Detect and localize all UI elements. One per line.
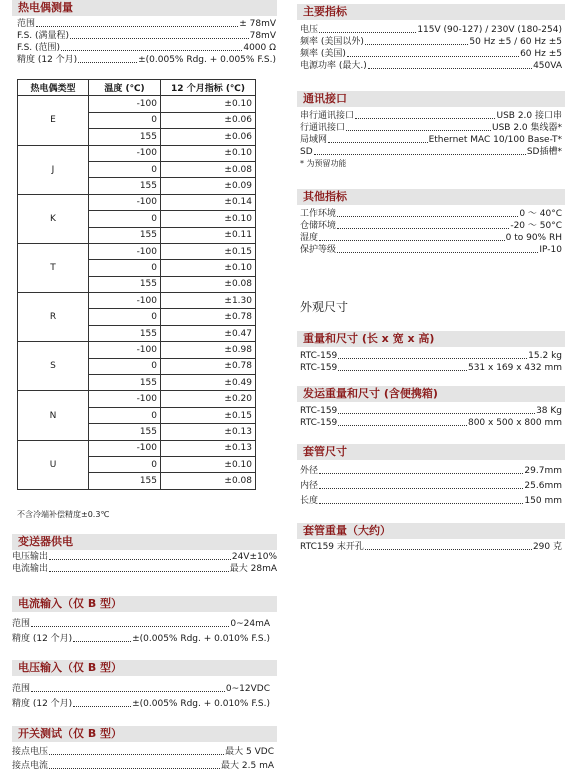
accuracy-cell: ±0.15 [161, 243, 256, 259]
current-input-specs [12, 615, 270, 645]
accuracy-cell: ±0.15 [161, 407, 256, 423]
accuracy-cell: ±0.78 [161, 309, 256, 325]
temperature-cell: -100 [89, 145, 161, 161]
spec-row: 内径 25.6mm [300, 481, 562, 491]
spec-row: 电源功率 (最大.) 450VA [300, 61, 562, 71]
temperature-cell: 0 [89, 407, 161, 423]
weight-size-specs [300, 350, 562, 374]
spec-row: 仓储环境 -20 ～ 50°C [300, 221, 562, 231]
table-row [18, 391, 256, 407]
temperature-cell: 0 [89, 211, 161, 227]
temperature-cell: 155 [89, 325, 161, 341]
other-specs-heading: 其他指标 [297, 189, 565, 205]
accuracy-cell: ±0.10 [161, 145, 256, 161]
temperature-cell: 0 [89, 161, 161, 177]
spec-row: F.S. (满量程) 78mV [17, 31, 276, 41]
spec-row: 局域网 Ethernet MAC 10/100 Base-T* [300, 135, 562, 145]
temperature-cell: -100 [89, 96, 161, 112]
col-header: 12 个月指标 (℃) [161, 80, 256, 96]
comm-specs [300, 110, 562, 170]
spec-row: 接点电流 最大 2.5 mA [12, 761, 274, 771]
thermocouple-table [17, 79, 256, 490]
table-row [18, 293, 256, 309]
accuracy-cell: ±0.11 [161, 227, 256, 243]
spec-row: 外径 29.7mm [300, 466, 562, 476]
switch-test-heading: 开关测试（仅 B 型） [12, 726, 277, 742]
main-specs [300, 24, 562, 72]
spec-row: 频率 (美国) 60 Hz ±5 [300, 49, 562, 59]
table-row [18, 342, 256, 358]
main-specs-heading: 主要指标 [297, 4, 565, 20]
temperature-cell: -100 [89, 440, 161, 456]
accuracy-cell: ±0.49 [161, 375, 256, 391]
weight-size-heading: 重量和尺寸 (长 x 宽 x 高) [297, 331, 565, 347]
temperature-cell: 155 [89, 276, 161, 292]
spec-row: 精度 (12 个月) ±(0.005% Rdg. + 0.005% F.S.) [17, 55, 276, 65]
spec-row: 电压 115V (90-127) / 230V (180-254) [300, 25, 562, 35]
other-specs [300, 208, 562, 256]
table-row [18, 145, 256, 161]
temperature-cell: -100 [89, 342, 161, 358]
accuracy-cell: ±0.08 [161, 276, 256, 292]
accuracy-cell: ±0.14 [161, 194, 256, 210]
thermocouple-specs [17, 18, 276, 66]
spec-row: 范围 ± 78mV [17, 19, 276, 29]
spec-row: RTC-159 15.2 kg [300, 351, 562, 361]
sleeve-size-heading: 套管尺寸 [297, 444, 565, 460]
transmitter-heading: 变送器供电 [12, 534, 277, 550]
spec-row: 频率 (美国以外) 50 Hz ±5 / 60 Hz ±5 [300, 37, 562, 47]
accuracy-cell: ±0.10 [161, 456, 256, 472]
accuracy-cell: ±0.78 [161, 358, 256, 374]
accuracy-cell: ±0.10 [161, 211, 256, 227]
temperature-cell: -100 [89, 391, 161, 407]
thermocouple-type-cell: E [18, 96, 89, 145]
spec-row: 湿度 0 to 90% RH [300, 233, 562, 243]
spec-row: 接点电压 最大 5 VDC [12, 747, 274, 757]
table-row [18, 440, 256, 456]
accuracy-cell: ±0.06 [161, 112, 256, 128]
accuracy-cell: ±1.30 [161, 293, 256, 309]
col-header: 温度 (℃) [89, 80, 161, 96]
comm-heading: 通讯接口 [297, 91, 565, 107]
voltage-input-specs [12, 680, 270, 710]
thermocouple-heading: 热电偶测量 [12, 0, 277, 16]
spec-row: RTC-159 38 Kg [300, 406, 562, 416]
spec-row: SD SD插槽* [300, 147, 562, 157]
temperature-cell: -100 [89, 194, 161, 210]
spec-row: 电压输出 24V±10% [12, 552, 277, 562]
cold-junction-note: 不含冷端补偿精度±0.3℃ [17, 510, 110, 519]
transmitter-specs [12, 551, 277, 575]
spec-row: RTC159 末开孔 290 克 [300, 542, 562, 552]
accuracy-cell: ±0.98 [161, 342, 256, 358]
spec-row: 保护等级 IP-10 [300, 245, 562, 255]
voltage-input-heading: 电压输入（仅 B 型） [12, 660, 277, 676]
accuracy-cell: ±0.13 [161, 440, 256, 456]
temperature-cell: -100 [89, 293, 161, 309]
spec-row: RTC-159 800 x 500 x 800 mm [300, 418, 562, 428]
spec-row: 电流输出 最大 28mA [12, 564, 277, 574]
thermocouple-type-cell: R [18, 293, 89, 342]
switch-test-specs [12, 744, 274, 772]
spec-row: 工作环境 0 ～ 40°C [300, 209, 562, 219]
thermocouple-type-cell: N [18, 391, 89, 440]
spec-row: 长度 150 mm [300, 496, 562, 506]
accuracy-cell: ±0.09 [161, 178, 256, 194]
thermocouple-table-body [18, 96, 256, 489]
table-row [18, 96, 256, 112]
table-row [18, 194, 256, 210]
current-input-heading: 电流输入（仅 B 型） [12, 596, 277, 612]
temperature-cell: 155 [89, 129, 161, 145]
accuracy-cell: ±0.10 [161, 260, 256, 276]
temperature-cell: 0 [89, 260, 161, 276]
temperature-cell: 155 [89, 424, 161, 440]
sleeve-weight-heading: 套管重量（大约） [297, 523, 565, 539]
dimensions-heading: 外观尺寸 [300, 300, 349, 314]
spec-row: 精度 (12 个月) ±(0.005% Rdg. + 0.010% F.S.) [12, 634, 270, 644]
spec-row: 范围 0~24mA [12, 619, 270, 629]
spec-row: F.S. (范围) 4000 Ω [17, 43, 276, 53]
col-header: 热电偶类型 [18, 80, 89, 96]
temperature-cell: 0 [89, 309, 161, 325]
temperature-cell: 155 [89, 178, 161, 194]
thermocouple-type-cell: K [18, 194, 89, 243]
temperature-cell: 155 [89, 473, 161, 489]
reserved-note: * 为预留功能 [300, 159, 347, 168]
accuracy-cell: ±0.47 [161, 325, 256, 341]
spec-row: 精度 (12 个月) ±(0.005% Rdg. + 0.010% F.S.) [12, 699, 270, 709]
shipping-specs [300, 405, 562, 429]
accuracy-cell: ±0.08 [161, 161, 256, 177]
temperature-cell: -100 [89, 243, 161, 259]
accuracy-cell: ±0.08 [161, 473, 256, 489]
temperature-cell: 0 [89, 456, 161, 472]
accuracy-cell: ±0.13 [161, 424, 256, 440]
thermocouple-type-cell: T [18, 243, 89, 292]
spec-row: RTC-159 531 x 169 x 432 mm [300, 363, 562, 373]
spec-row: 范围 0~12VDC [12, 684, 270, 694]
temperature-cell: 155 [89, 227, 161, 243]
thermocouple-type-cell: J [18, 145, 89, 194]
temperature-cell: 0 [89, 358, 161, 374]
temperature-cell: 0 [89, 112, 161, 128]
table-row [18, 243, 256, 259]
sleeve-weight-specs [300, 541, 562, 553]
shipping-heading: 发运重量和尺寸 (含便携箱) [297, 386, 565, 402]
spec-row: 行通讯接口 USB 2.0 集线器* [300, 123, 562, 133]
thermocouple-type-cell: U [18, 440, 89, 489]
spec-row: 串行通讯接口 USB 2.0 接口串 [300, 111, 562, 121]
accuracy-cell: ±0.10 [161, 96, 256, 112]
accuracy-cell: ±0.20 [161, 391, 256, 407]
temperature-cell: 155 [89, 375, 161, 391]
thermocouple-table-wrap [17, 79, 256, 490]
accuracy-cell: ±0.06 [161, 129, 256, 145]
sleeve-size-specs [300, 462, 562, 507]
thermocouple-type-cell: S [18, 342, 89, 391]
